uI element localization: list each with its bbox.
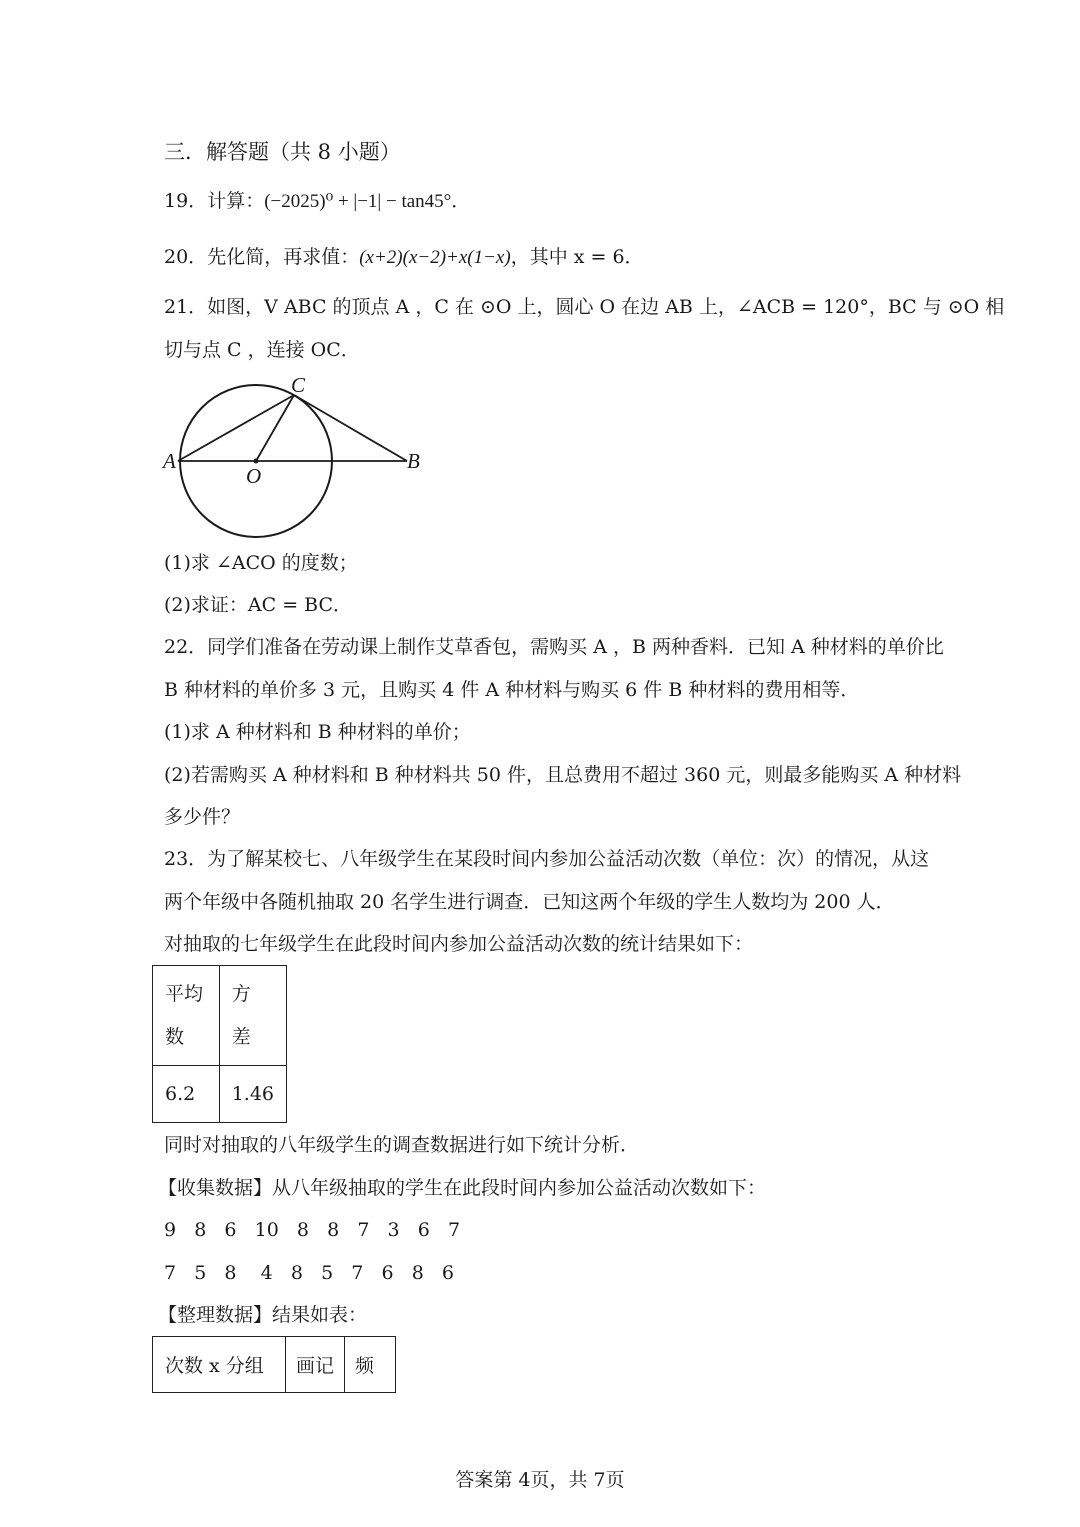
segment-bc [294,395,407,461]
q19-number: 19． [164,190,208,212]
header-mean-line1: 平均 [165,982,204,1005]
grade7-stats-table [152,965,287,1123]
header-mean [153,966,220,1066]
header-variance-line2: 差 [231,1025,251,1048]
section-title: 三．解答题（共 8 小题） [164,140,401,164]
question-23-line4: 同时对抽取的八年级学生的调查数据进行如下统计分析． [164,1134,640,1156]
q20-number: 20． [164,246,208,268]
label-o: O [246,464,262,488]
question-21-line1: 21．如图，V ABC 的顶点 A ，C 在 ⊙O 上，圆心 O 在边 AB 上，∠ACB = 120°，BC 与 ⊙O 相 [164,296,1005,318]
question-23-line3: 对抽取的七年级学生在此段时间内参加公益活动次数的统计结果如下： [164,933,754,955]
q20-tail: ，其中 x = 6． [510,246,644,268]
value-mean: 6.2 [153,1066,220,1123]
data-row-1: 9 8 6 10 8 8 7 3 6 7 [164,1219,461,1241]
q20-expression: (x+2)(x−2)+x(1−x) [359,247,511,268]
question-19 [164,190,470,214]
header-variance [219,966,286,1066]
question-23-line1: 23．为了解某校七、八年级学生在某段时间内参加公益活动次数（单位：次）的情况，从这 [164,848,930,870]
label-b: B [407,449,420,473]
q22-part2-line1: (2)若需购买 A 种材料和 B 种材料共 50 件，且总费用不超过 360 元，则最多能购买 A 种材料 [164,764,962,786]
page-footer: 答案第 4页，共 7页 [455,1469,625,1491]
q21-part2: (2)求证：AC = BC． [164,594,353,616]
q22-part2-line2: 多少件？ [164,806,241,828]
label-c: C [291,373,306,397]
q19-prefix: 计算： [207,190,265,212]
question-20 [164,246,644,270]
center-point [254,459,259,464]
value-variance: 1.46 [219,1066,286,1123]
col-tally: 画记 [286,1337,345,1393]
organize-data-heading: 【整理数据】结果如表： [158,1304,368,1326]
q20-prefix: 先化简，再求值： [207,246,360,268]
header-mean-line2: 数 [165,1025,185,1048]
question-23-line2: 两个年级中各随机抽取 20 名学生进行调查．已知这两个年级的学生人数均为 200 人． [164,891,895,913]
col-count-group: 次数 x 分组 [153,1337,286,1393]
q19-expression: (−2025)⁰ + |−1| − tan45°． [264,191,471,212]
segment-ac [178,395,294,461]
geometry-figure [160,372,430,542]
grade8-frequency-table [152,1336,396,1393]
question-22-line2: B 种材料的单价多 3 元，且购买 4 件 A 种材料与购买 6 件 B 种材料的费用相等． [164,679,860,701]
q22-part1: (1)求 A 种材料和 B 种材料的单价； [164,721,471,743]
data-row-2: 7 5 8 4 8 5 7 6 8 6 [164,1262,454,1284]
header-variance-line1: 方 [231,982,251,1005]
q21-part1: (1)求 ∠ACO 的度数； [164,552,358,574]
question-21-line2: 切与点 C ，连接 OC． [164,339,360,361]
col-frequency: 频 [345,1337,396,1393]
label-a: A [163,449,176,473]
question-22-line1: 22．同学们准备在劳动课上制作艾草香包，需购买 A ，B 两种香料．已知 A 种材料的单价比 [164,636,944,658]
collect-data-heading: 【收集数据】从八年级抽取的学生在此段时间内参加公益活动次数如下： [158,1177,767,1199]
